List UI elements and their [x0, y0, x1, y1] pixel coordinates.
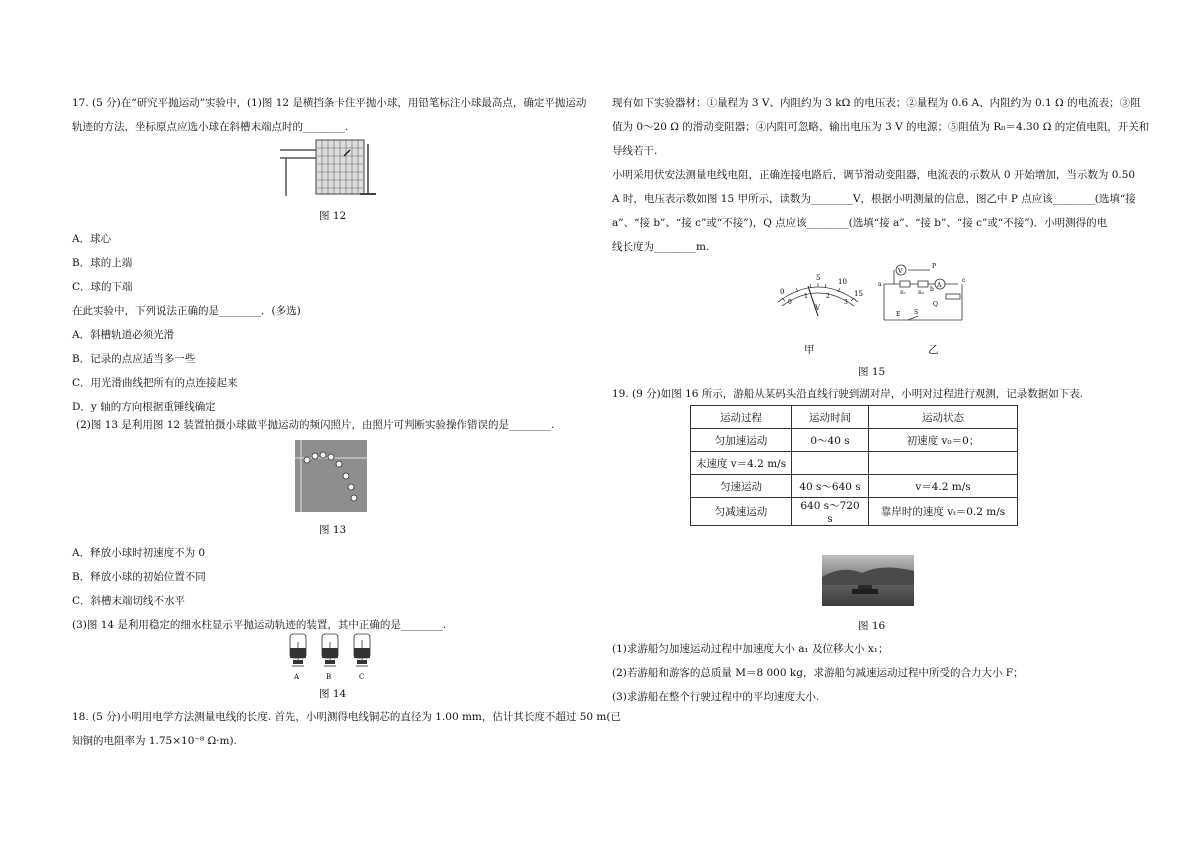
circuit-voltmeter-label: V	[898, 268, 903, 275]
q17-option-2b: B．记录的点应适当多一些	[72, 353, 196, 365]
q17-option-2a: A．斜槽轨道必须光滑	[72, 329, 175, 341]
meter-subtick-0: 0	[788, 299, 792, 306]
figure-15-circuit	[878, 262, 968, 328]
table-cell: 匀速运动	[691, 475, 792, 498]
circuit-q-label: Q	[933, 301, 938, 308]
q17-option-3a: A．释放小球时初速度不为 0	[72, 547, 206, 559]
q18-equipment-line-2: 值为 0～20 Ω 的滑动变阻器；④内阻可忽略、输出电压为 3 V 的电源；⑤阻值为 R₀＝4.30 Ω 的定值电阻，开关和	[612, 121, 1150, 133]
motion-data-table	[690, 405, 1018, 526]
circuit-rx-label: Rₓ	[900, 290, 906, 296]
q17-option-3c: C．斜槽末端切线不水平	[72, 595, 186, 607]
meter-subtick-1: 1	[804, 293, 808, 300]
table-cell	[869, 452, 1018, 475]
table-header-cell: 运动状态	[869, 406, 1018, 429]
q17-option-2d: D．y 轴的方向根据重锤线确定	[72, 401, 216, 413]
table-row	[691, 498, 1018, 526]
figure-13-strobe-photo	[295, 440, 367, 512]
figure-12-caption: 图 12	[319, 210, 347, 222]
table-header-cell: 运动过程	[691, 406, 792, 429]
table-row	[691, 475, 1018, 498]
table-cell: 匀减速运动	[691, 498, 792, 526]
table-cell: 靠岸时的速度 vₜ＝0.2 m/s	[869, 498, 1018, 526]
circuit-r0-label: R₀	[918, 290, 924, 296]
circuit-p-label: P	[932, 263, 937, 270]
figure-14-water-bottles	[280, 632, 380, 684]
q17-option-2c: C．用光滑曲线把所有的点连接起来	[72, 377, 238, 389]
figure-15-caption: 图 15	[858, 366, 886, 378]
table-cell: 640 s～720 s	[792, 498, 869, 526]
figure-14-label-b: B	[326, 673, 332, 681]
table-row	[691, 429, 1018, 452]
q19-part-3: (3)求游船在整个行驶过程中的平均速度大小.	[612, 691, 820, 703]
table-cell: 0～40 s	[792, 429, 869, 452]
q18-equipment-line-3: 导线若干.	[612, 145, 658, 157]
meter-unit: V	[815, 304, 821, 312]
table-cell	[792, 452, 869, 475]
figure-16-caption: 图 16	[858, 620, 886, 632]
circuit-ammeter-label: A	[937, 282, 942, 289]
meter-tick-10: 10	[838, 278, 847, 286]
table-header-row	[691, 406, 1018, 429]
circuit-e-label: E	[896, 311, 901, 318]
table-cell: 末速度 v＝4.2 m/s	[691, 452, 792, 475]
table-header-cell: 运动时间	[792, 406, 869, 429]
figure-15-sub-jia: 甲	[804, 344, 815, 356]
figure-12-apparatus	[280, 136, 380, 200]
q17-part-3: (3)图 14 是利用稳定的细水柱显示平抛运动轨迹的装置，其中正确的是________.	[72, 619, 447, 631]
q17-option-1c: C．球的下端	[72, 281, 133, 293]
q18-para-line-2: A 时，电压表示数如图 15 甲所示，读数为________V，根据小明测量的信息，图乙中 P 点应该________(选填“接	[612, 193, 1136, 205]
q18-line-1: 18. (5 分)小明用电学方法测量电线的长度. 首先，小明测得电线铜芯的直径为 1.00 mm，估计其长度不超过 50 m(已	[72, 711, 621, 723]
q17-option-1a: A．球心	[72, 233, 112, 245]
meter-tick-5: 5	[816, 274, 821, 282]
q19-part-1: (1)求游船匀加速运动过程中加速度大小 a₁ 及位移大小 x₁；	[612, 643, 889, 655]
meter-subtick-3: 3	[844, 299, 848, 306]
q18-para-line-3: a”、“接 b”、“接 c”或“不接”)，Q 点应该________(选填“接 a”、“接 b”、“接 c”或“不接”)．小明测得的电	[612, 217, 1108, 229]
figure-15-voltmeter	[768, 270, 868, 326]
figure-13-caption: 图 13	[319, 524, 347, 536]
q19-part-2: (2)若游船和游客的总质量 M＝8 000 kg，求游船匀减速运动过程中所受的合力大小 F；	[612, 667, 1024, 679]
q17-part-2: (2)图 13 是利用图 12 装置拍摄小球做平抛运动的频闪照片，由照片可判断实验操作错误的是________.	[76, 419, 555, 431]
circuit-node-b: b	[930, 286, 934, 293]
meter-subtick-2: 2	[826, 293, 830, 300]
q18-equipment-line-1: 现有如下实验器材：①量程为 3 V、内阻约为 3 kΩ 的电压表；②量程为 0.6 A、内阻约为 0.1 Ω 的电流表；③阻	[612, 97, 1141, 109]
q17-intro-line-1: 17. (5 分)在“研究平抛运动”实验中，(1)图 12 是横挡条卡住平抛小球，用铅笔标注小球最高点，确定平抛运动	[72, 97, 587, 109]
table-cell: v＝4.2 m/s	[869, 475, 1018, 498]
table-cell: 匀加速运动	[691, 429, 792, 452]
meter-tick-0: 0	[780, 288, 785, 296]
circuit-s-label: S	[914, 309, 919, 316]
q17-intro-line-2: 轨迹的方法，坐标原点应选小球在斜槽末端点时的________.	[72, 121, 349, 133]
q19-intro: 19. (9 分)如图 16 所示，游船从某码头沿直线行驶到湖对岸，小明对过程进行观测，记录数据如下表.	[612, 388, 1084, 400]
table-row	[691, 452, 1018, 475]
figure-16-boat-photo	[822, 555, 914, 606]
q17-option-3b: B．释放小球的初始位置不同	[72, 571, 206, 583]
figure-14-label-c: C	[359, 673, 365, 681]
q18-para-line-4: 线长度为________m.	[612, 241, 710, 253]
meter-tick-15: 15	[854, 290, 863, 298]
q17-question-mid: 在此实验中，下列说法正确的是________．(多选)	[72, 305, 301, 317]
q18-para-line-1: 小明采用伏安法测量电线电阻，正确连接电路后，调节滑动变阻器，电流表的示数从 0 开始增加，当示数为 0.50	[612, 169, 1136, 181]
figure-14-label-a: A	[294, 673, 300, 681]
circuit-node-c: c	[962, 277, 966, 284]
circuit-node-a: a	[878, 281, 882, 288]
figure-15-sub-yi: 乙	[928, 344, 939, 356]
q18-line-2: 知铜的电阻率为 1.75×10⁻⁸ Ω·m).	[72, 735, 237, 747]
figure-14-caption: 图 14	[319, 688, 347, 700]
q17-option-1b: B．球的上端	[72, 257, 133, 269]
table-cell: 40 s～640 s	[792, 475, 869, 498]
table-cell: 初速度 v₀＝0；	[869, 429, 1018, 452]
